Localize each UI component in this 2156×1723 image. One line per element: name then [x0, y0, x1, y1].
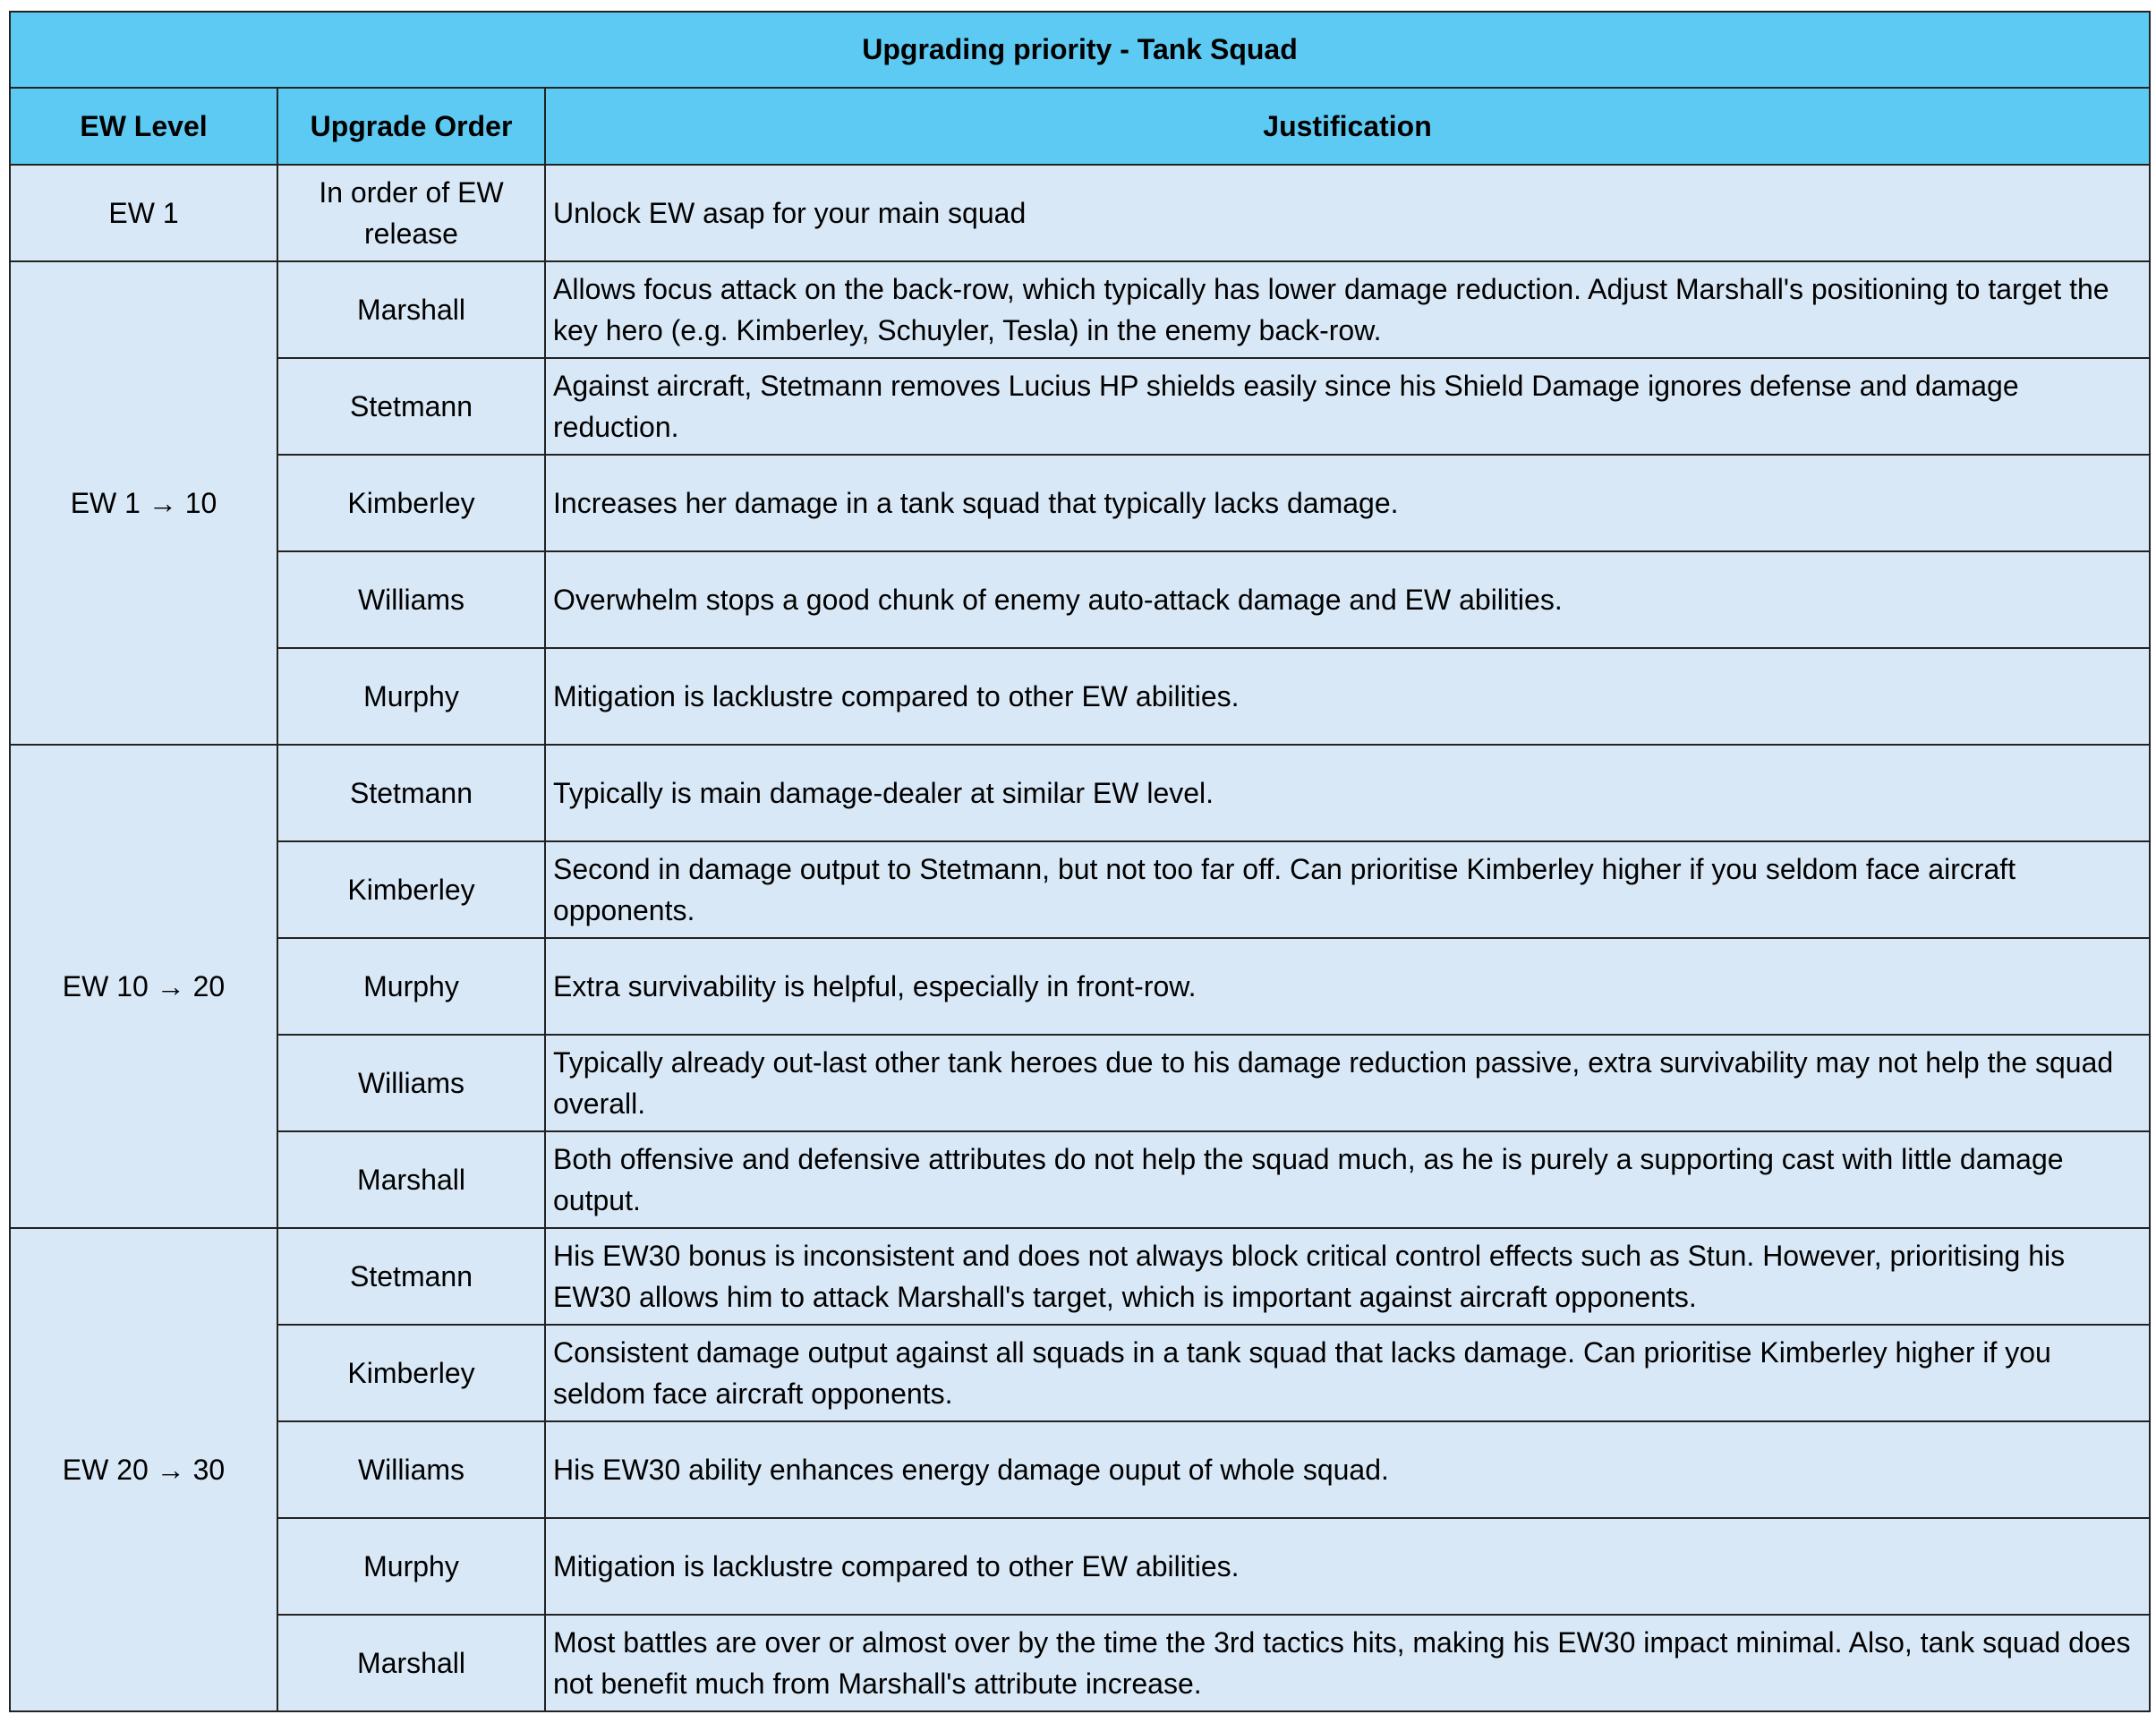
table-row: [10, 1131, 2150, 1228]
justification-cell: Mitigation is lacklustre compared to other EW abilities.: [545, 1518, 2150, 1615]
upgrade-order-cell: Stetmann: [277, 358, 545, 455]
justification-cell: Most battles are over or almost over by the time the 3rd tactics hits, making his EW30 impact minimal. Also, tank squad does not benefit much from Marshall's attribute increase.: [545, 1615, 2150, 1711]
justification-cell: Extra survivability is helpful, especially in front-row.: [545, 938, 2150, 1035]
justification-cell: Against aircraft, Stetmann removes Lucius HP shields easily since his Shield Damage ignores defense and damage reduction.: [545, 358, 2150, 455]
header-ew-level: EW Level: [10, 88, 277, 165]
justification-cell: Mitigation is lacklustre compared to other EW abilities.: [545, 648, 2150, 745]
upgrade-order-cell: In order of EW release: [277, 165, 545, 261]
ew-level-cell: EW 1 → 10: [10, 261, 277, 745]
justification-cell: Both offensive and defensive attributes do not help the squad much, as he is purely a supporting cast with little damage output.: [545, 1131, 2150, 1228]
upgrade-order-cell: Williams: [277, 551, 545, 648]
table-title: Upgrading priority - Tank Squad: [10, 12, 2150, 88]
justification-cell: Unlock EW asap for your main squad: [545, 165, 2150, 261]
upgrade-order-cell: Kimberley: [277, 1325, 545, 1421]
table-row: [10, 1518, 2150, 1615]
justification-cell: Overwhelm stops a good chunk of enemy auto-attack damage and EW abilities.: [545, 551, 2150, 648]
header-justification: Justification: [545, 88, 2150, 165]
table-row: [10, 1421, 2150, 1518]
upgrade-order-cell: Stetmann: [277, 745, 545, 841]
upgrade-order-cell: Murphy: [277, 1518, 545, 1615]
table-row: [10, 841, 2150, 938]
upgrade-order-cell: Marshall: [277, 1615, 545, 1711]
upgrade-priority-table: [9, 11, 2151, 1712]
upgrade-order-cell: Stetmann: [277, 1228, 545, 1325]
table-row: [10, 551, 2150, 648]
upgrade-order-cell: Murphy: [277, 648, 545, 745]
priority-table-container: [9, 11, 2149, 1712]
header-row: [10, 88, 2150, 165]
table-row: [10, 1228, 2150, 1325]
table-row: [10, 261, 2150, 358]
table-row: [10, 455, 2150, 551]
justification-cell: His EW30 bonus is inconsistent and does not always block critical control effects such as Stun. However, prioritising his EW30 allows him to attack Marshall's target, which is important against aircraft opponents.: [545, 1228, 2150, 1325]
upgrade-order-cell: Kimberley: [277, 455, 545, 551]
justification-cell: His EW30 ability enhances energy damage ouput of whole squad.: [545, 1421, 2150, 1518]
table-row: [10, 1615, 2150, 1711]
ew-level-cell: EW 1: [10, 165, 277, 261]
table-row: [10, 165, 2150, 261]
upgrade-order-cell: Marshall: [277, 1131, 545, 1228]
justification-cell: Typically already out-last other tank heroes due to his damage reduction passive, extra survivability may not help the squad overall.: [545, 1035, 2150, 1131]
ew-level-cell: EW 20 → 30: [10, 1228, 277, 1711]
justification-cell: Increases her damage in a tank squad that typically lacks damage.: [545, 455, 2150, 551]
title-row: [10, 12, 2150, 88]
ew-level-cell: EW 10 → 20: [10, 745, 277, 1228]
table-row: [10, 648, 2150, 745]
table-row: [10, 1035, 2150, 1131]
justification-cell: Consistent damage output against all squads in a tank squad that lacks damage. Can prioritise Kimberley higher if you seldom face aircraft opponents.: [545, 1325, 2150, 1421]
upgrade-order-cell: Marshall: [277, 261, 545, 358]
table-row: [10, 938, 2150, 1035]
upgrade-order-cell: Williams: [277, 1035, 545, 1131]
upgrade-order-cell: Kimberley: [277, 841, 545, 938]
upgrade-order-cell: Williams: [277, 1421, 545, 1518]
header-upgrade-order: Upgrade Order: [277, 88, 545, 165]
table-row: [10, 1325, 2150, 1421]
table-row: [10, 745, 2150, 841]
justification-cell: Allows focus attack on the back-row, which typically has lower damage reduction. Adjust Marshall's positioning to target the key hero (e.g. Kimberley, Schuyler, Tesla) in the enemy back-row.: [545, 261, 2150, 358]
table-row: [10, 358, 2150, 455]
justification-cell: Typically is main damage-dealer at similar EW level.: [545, 745, 2150, 841]
justification-cell: Second in damage output to Stetmann, but not too far off. Can prioritise Kimberley higher if you seldom face aircraft opponents.: [545, 841, 2150, 938]
upgrade-order-cell: Murphy: [277, 938, 545, 1035]
